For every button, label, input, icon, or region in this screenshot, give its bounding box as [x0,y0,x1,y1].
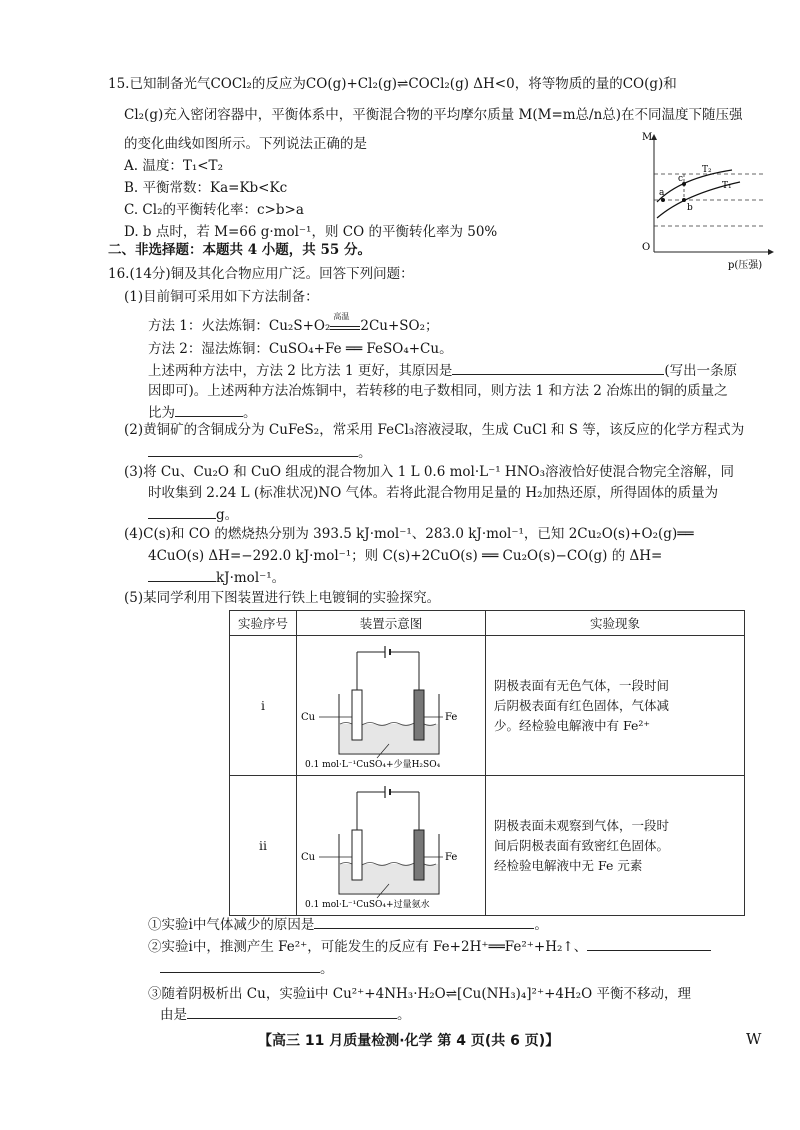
q16-part2-answer [148,442,372,463]
iron-electrode-label: Fe [445,712,458,723]
curve-t1-label: T₁ [722,181,732,191]
q16-part1-question-line1 [148,360,737,381]
sub-question-1-text: ①实验ⅰ中气体减少的原因是 [148,917,315,933]
method-1-suffix: 2Cu+SO₂； [360,318,439,334]
q15-option-d: D. b 点时，若 M=66 g·mol⁻¹，则 CO 的平衡转化率为 50% [124,224,498,240]
x-axis-arrow-icon [768,249,774,255]
solution-label: 0.1 mol·L⁻¹CuSO₄+少量H₂SO₄ [305,760,441,770]
solution-label: 0.1 mol·L⁻¹CuSO₄+过量氨水 [305,900,430,910]
sub-question-1 [148,914,548,935]
method-1 [148,312,439,336]
table-header-row [230,611,745,636]
curve-t2-label: T₂ [702,165,712,175]
q15-option-b: B. 平衡常数：Ka=Kb<Kc [124,180,288,196]
q16-part3-line3 [148,504,238,525]
q16-part4-line2: 4CuO(s) ΔH=−292.0 kJ·mol⁻¹；则 C(s)+2CuO(s) ══ Cu₂O(s)−CO(g) 的 ΔH= [148,548,663,564]
answer-blank-ratio[interactable] [175,402,243,417]
copper-electrode [352,830,362,880]
q16-part4-line1: (4)C(s)和 CO 的燃烧热分别为 393.5 kJ·mol⁻¹、283.0 kJ·mol⁻¹，已知 2Cu₂O(s)+O₂(g)══ [124,526,694,542]
point-b [682,198,686,202]
point-c-label: c [678,174,684,184]
observation-cell [486,636,745,776]
q16-part2: (2)黄铜矿的含铜成分为 CuFeS₂，常采用 FeCl₃溶液浸取，生成 CuCl 和 S 等，该反应的化学方程式为 [124,422,745,438]
table-row [230,776,745,916]
q16-p3-end: g。 [216,507,239,523]
observation-line: 间后阴极表面有致密红色固体。 [494,837,670,853]
q16-part4-line3 [148,567,285,588]
sub-question-3: ③随着阴极析出 Cu，实验ⅱ中 Cu²⁺+4NH₃·H₂O⇌[Cu(NH₃)₄]²⁺+4H₂O 平衡不移动，理 [148,986,692,1002]
method-2: 方法 2：湿法炼铜：CuSO₄+Fe ══ FeSO₄+Cu。 [148,341,453,357]
sub-question-3-continued [160,1004,411,1025]
experiment-id: ⅱ [230,776,297,916]
q15-line1: 15.已知制备光气COCl₂的反应为CO(g)+Cl₂(g)⇌COCl₂(g) ΔH<0，将等物质的量的CO(g)和 [108,76,677,92]
experiment-id: ⅰ [230,636,297,776]
iron-electrode-label: Fe [445,852,458,863]
answer-blank-reaction-1[interactable] [587,936,711,951]
q16-part1-question-line2: 因即可)。上述两种方法冶炼铜中，若转移的电子数相同，则方法 1 和方法 2 冶炼出的铜的质量之 [148,383,728,399]
table-header-observation: 实验现象 [486,611,745,636]
q15-graph [640,126,780,271]
observation-line: 阴极表面有无色气体，一段时间 [494,677,670,693]
sub-question-2-end: 。 [320,961,334,977]
sub-question-2-text: ②实验ⅰ中，推测产生 Fe²⁺，可能发生的反应有 Fe+2H⁺══Fe²⁺+H₂↑、 [148,939,588,955]
origin-label: O [642,242,651,253]
point-a [661,198,665,202]
q16-part1: (1)目前铜可采用如下方法制备： [124,289,319,305]
answer-blank-equilibrium-reason[interactable] [187,1004,397,1019]
q16-p4-end: kJ·mol⁻¹。 [216,570,286,586]
observation-line: 经检验电解液中无 Fe 元素 [494,857,643,873]
table-row [230,636,745,776]
observation-line: 后阴极表面有红色固体，气体减 [494,697,670,713]
sub-question-3-end: 。 [397,1007,411,1023]
q16-p1-text-d: 比为 [148,405,175,421]
answer-blank-mass[interactable] [148,504,216,519]
q16-p1-text-b: (写出一条原 [664,363,738,379]
iron-electrode [414,830,424,880]
table-header-id: 实验序号 [230,611,297,636]
sub-question-2-continued [160,958,334,979]
q16-part3-line2: 时收集到 2.24 L (标准状况)NO 气体。若将此混合物用足量的 H₂加热还原，所得固体的质量为 [148,485,719,501]
table-header-diagram: 装置示意图 [297,611,486,636]
q16-intro: 16.(14分)铜及其化合物应用广泛。回答下列问题： [108,266,414,282]
q15-option-a: A. 温度：T₁<T₂ [124,158,223,174]
sub-question-2 [148,936,711,957]
observation-cell [486,776,745,916]
answer-blank-equation[interactable] [148,442,358,457]
observation-line: 少。经检验电解液中有 Fe²⁺ [494,717,650,733]
y-axis-label: M [642,132,653,143]
iron-electrode [414,690,424,740]
q16-p1-text-a: 上述两种方法中，方法 2 比方法 1 更好，其原因是 [148,363,453,379]
answer-blank-enthalpy[interactable] [148,567,216,582]
answer-blank-gas-reason[interactable] [314,914,534,929]
copper-electrode-label: Cu [301,852,316,863]
electrolysis-apparatus-diagram [297,776,485,912]
answer-blank-reason[interactable] [452,360,664,375]
experiment-table [229,610,745,916]
method-1-condition: 高温 [333,312,350,321]
curve-t2 [657,170,732,202]
apparatus-diagram-cell [297,636,486,776]
section-2-heading: 二、非选择题：本题共 4 小题，共 55 分。 [108,242,371,258]
copper-electrode [352,690,362,740]
point-b-label: b [687,203,693,213]
page-footer: 【高三 11 月质量检测·化学 第 4 页(共 6 页)】 [258,1033,560,1049]
q15-line2: Cl₂(g)充入密闭容器中，平衡体系中，平衡混合物的平均摩尔质量 M(M=m总/n总)在不同温度下随压强 [124,107,743,123]
reaction-condition-arrow [330,312,360,330]
observation-line: 阴极表面未观察到气体，一段时 [494,817,670,833]
sub-question-3-text: 由是 [160,1007,187,1023]
method-1-prefix: 方法 1：火法炼铜：Cu₂S+O₂ [148,318,331,334]
point-a-label: a [659,188,665,198]
sub-question-1-end: 。 [534,917,548,933]
q15-line3: 的变化曲线如图所示。下列说法正确的是 [124,136,367,152]
copper-electrode-label: Cu [301,712,316,723]
answer-blank-reaction-2[interactable] [160,958,320,973]
q15-option-c: C. Cl₂的平衡转化率：c>b>a [124,202,304,218]
electrolysis-apparatus-diagram [297,636,485,772]
q16-part3-line1: (3)将 Cu、Cu₂O 和 CuO 组成的混合物加入 1 L 0.6 mol·L⁻¹ HNO₃溶液恰好使混合物完全溶解，同 [124,464,734,480]
q16-part5: (5)某同学利用下图装置进行铁上电镀铜的实验探究。 [124,590,441,606]
x-axis-label: p(压强) [728,260,763,271]
edition-mark: W [746,1030,762,1048]
q16-p2-end: 。 [358,445,372,461]
apparatus-diagram-cell [297,776,486,916]
q16-p1-text-e: 。 [243,405,257,421]
